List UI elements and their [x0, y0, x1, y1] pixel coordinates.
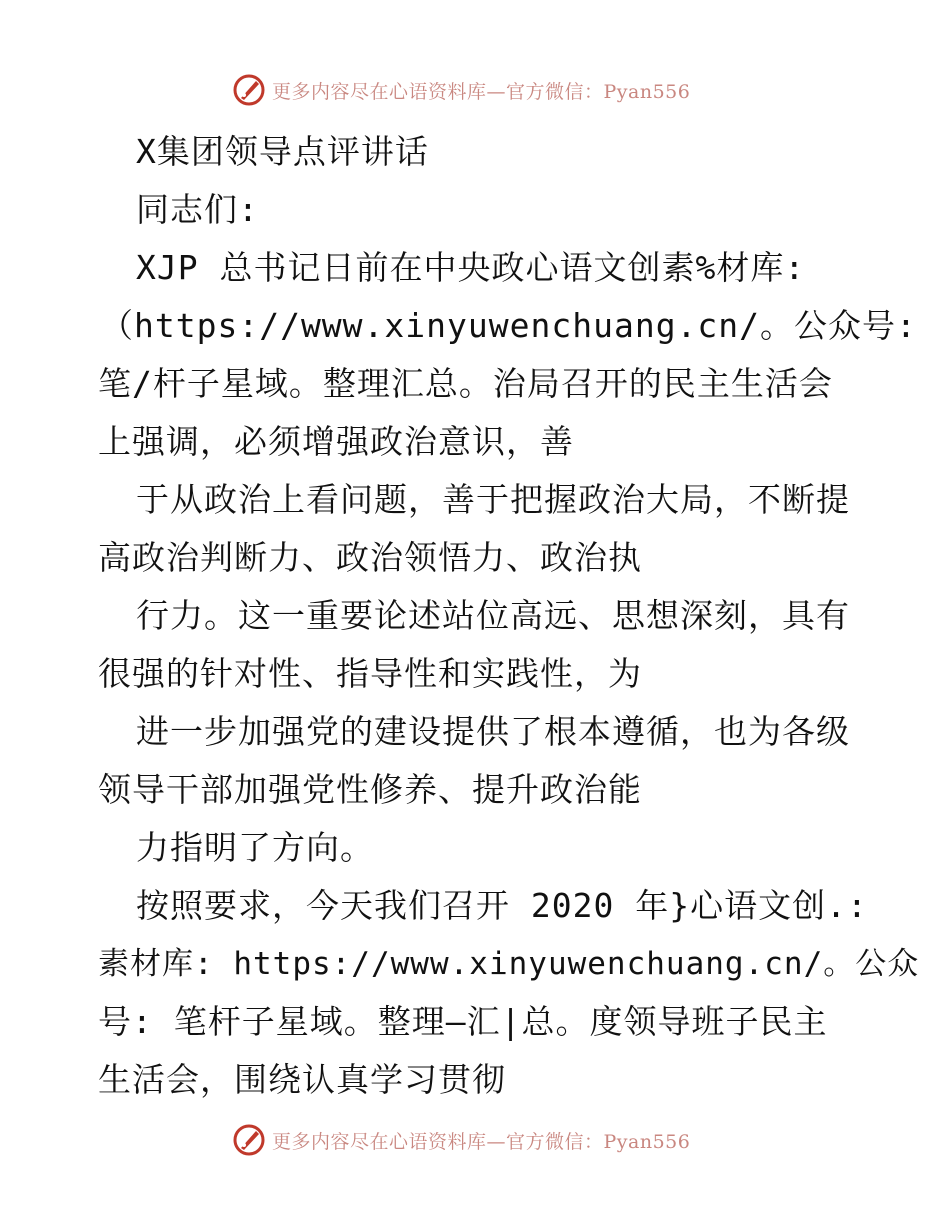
doc-line: （https://www.xinyuwenchuang.cn/。公众号: [100, 306, 917, 345]
doc-line: 上强调，必须增强政治意识，善 [98, 422, 574, 461]
doc-line: 很强的针对性、指导性和实践性，为 [98, 654, 642, 693]
doc-line: 同志们: [136, 190, 259, 229]
header-watermark-text: 更多内容尽在心语资料库—官方微信：Pyan556 [272, 80, 691, 103]
doc-line: 于从政治上看问题，善于把握政治大局，不断提 [136, 480, 850, 519]
doc-line: 生活会，围绕认真学习贯彻 [98, 1060, 506, 1099]
header-watermark-banner [232, 72, 690, 108]
doc-line: 行力。这一重要论述站位高远、思想深刻，具有 [136, 596, 850, 635]
doc-line: 力指明了方向。 [136, 828, 374, 867]
doc-line: XJP 总书记日前在中央政心语文创素%材库: [136, 248, 806, 287]
doc-line: 素材库: https://www.xinyuwenchuang.cn/。公众 [98, 946, 920, 982]
pen-logo-icon [232, 1123, 266, 1157]
footer-watermark-text: 更多内容尽在心语资料库—官方微信：Pyan556 [272, 1130, 691, 1153]
doc-line: 按照要求，今天我们召开 2020 年}心语文创.: [136, 886, 868, 925]
doc-line: 笔/杆子星域。整理汇总。治局召开的民主生活会 [98, 364, 833, 403]
doc-line: 进一步加强党的建设提供了根本遵循，也为各级 [136, 712, 850, 751]
doc-line: 领导干部加强党性修养、提升政治能 [98, 770, 642, 809]
doc-line: 号: 笔杆子星域。整理—汇|总。度领导班子民主 [98, 1002, 828, 1041]
doc-title: X集团领导点评讲话 [136, 132, 429, 171]
doc-line: 高政治判断力、政治领悟力、政治执 [98, 538, 642, 577]
footer-watermark-banner [232, 1122, 690, 1158]
pen-logo-icon [232, 73, 266, 107]
